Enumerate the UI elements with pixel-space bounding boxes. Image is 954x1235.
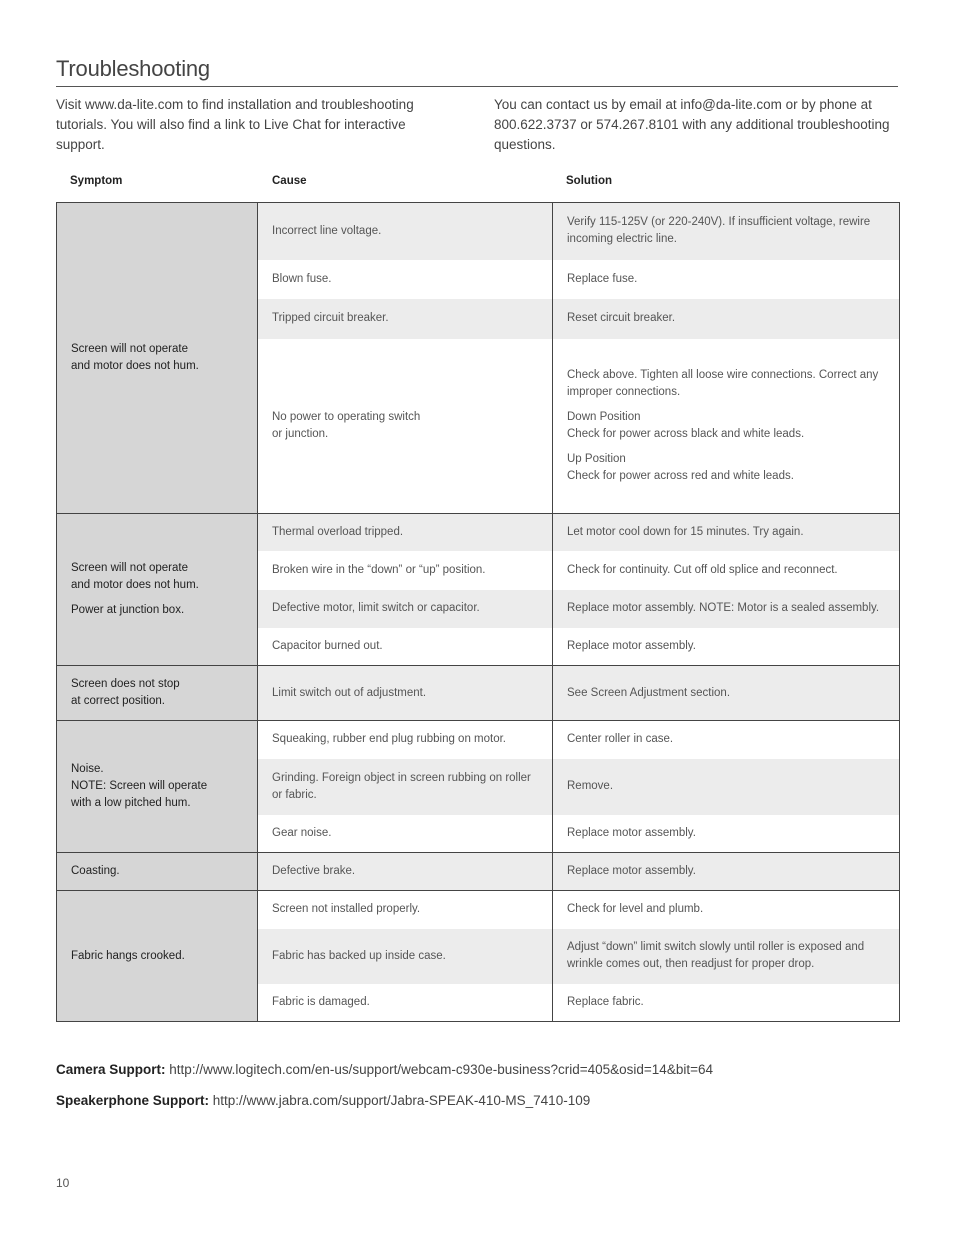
table-row <box>57 666 900 721</box>
symptom-cell <box>57 203 258 514</box>
symptom-cell <box>57 853 258 891</box>
table-row <box>57 891 900 929</box>
intro-contact-text: You can contact us by email at info@da-lite.com or by phone at 800.622.3737 or 574.267.8101 with any additional troubleshooting questions. <box>494 97 890 152</box>
cause-cell <box>258 891 553 929</box>
symptom-cell <box>57 666 258 721</box>
cause-cell <box>258 203 553 260</box>
page-title: Troubleshooting <box>56 56 210 81</box>
solution-text: Replace motor assembly. <box>567 865 696 877</box>
solution-text: Remove. <box>567 780 614 792</box>
solution-text: Check for continuity. Cut off old splice and reconnect. <box>567 563 838 576</box>
cause-text: Thermal overload tripped. <box>272 525 404 538</box>
cause-text: Fabric has backed up inside case. <box>272 949 446 962</box>
cause-text: Grinding. Foreign object in screen rubbing on roller or fabric. <box>272 771 531 801</box>
cause-text: Defective brake. <box>272 865 356 877</box>
symptom-column-header: Symptom <box>70 175 123 187</box>
solution-text: Adjust “down” limit switch slowly until roller is exposed and wrinkle comes out, then readjust for proper drop. <box>567 941 865 970</box>
cause-cell <box>258 853 553 891</box>
solution-text: Replace fabric. <box>567 995 644 1008</box>
symptom-cell <box>57 891 258 1022</box>
solution-cell <box>553 260 900 299</box>
solution-cell <box>553 891 900 929</box>
solution-text: Replace motor assembly. <box>567 826 696 839</box>
solution-text: Reset circuit breaker. <box>567 312 676 324</box>
cause-cell <box>258 590 553 628</box>
cause-text: Fabric is damaged. <box>272 995 370 1008</box>
cause-cell <box>258 721 553 759</box>
cause-cell <box>258 815 553 853</box>
solution-text: See Screen Adjustment section. <box>567 686 731 699</box>
page-number: 10 <box>56 1176 70 1190</box>
title-divider <box>56 86 898 87</box>
cause-cell <box>258 551 553 590</box>
symptom-text: Fabric hangs crooked. <box>71 949 185 962</box>
cause-text: Tripped circuit breaker. <box>272 312 389 324</box>
cause-text: Capacitor burned out. <box>272 639 383 652</box>
solution-cell <box>553 339 900 514</box>
camera-support-line <box>56 1062 713 1077</box>
symptom-text: Screen does not stop at correct position. <box>71 678 180 707</box>
cause-text: Gear noise. <box>272 826 332 839</box>
solution-text: Check above. Tighten all loose wire connections. Correct any improper connections. <box>567 368 879 398</box>
cause-text: Defective motor, limit switch or capacitor. <box>272 602 480 614</box>
solution-text: Replace motor assembly. NOTE: Motor is a sealed assembly. <box>567 602 880 614</box>
table-row <box>57 514 900 551</box>
table-row <box>57 721 900 759</box>
solution-text: Center roller in case. <box>567 733 674 746</box>
cause-text: Squeaking, rubber end plug rubbing on motor. <box>272 733 506 746</box>
symptom-cell <box>57 721 258 853</box>
cause-cell <box>258 260 553 299</box>
solution-cell <box>553 203 900 260</box>
table-row <box>57 853 900 891</box>
cause-text: Screen not installed properly. <box>272 903 421 916</box>
solution-cell <box>553 551 900 590</box>
symptom-text: Screen will not operate and motor does not hum. <box>71 343 199 372</box>
solution-text: Verify 115-125V (or 220-240V). If insufficient voltage, rewire incoming electric line. <box>567 216 871 246</box>
solution-text: Up Position Check for power across red and white leads. <box>567 452 794 482</box>
speakerphone-support-url[interactable]: http://www.jabra.com/support/Jabra-SPEAK-410-MS_7410-109 <box>212 1093 591 1108</box>
cause-cell <box>258 339 553 514</box>
symptom-text: Coasting. <box>71 865 120 877</box>
solution-column-header: Solution <box>566 175 612 187</box>
solution-text: Down Position Check for power across black and white leads. <box>567 410 805 440</box>
solution-cell <box>553 590 900 628</box>
speakerphone-support-line <box>56 1093 590 1108</box>
symptom-text: Noise. NOTE: Screen will operate with a low pitched hum. <box>71 763 208 809</box>
symptom-text: Screen will not operate and motor does not hum. <box>71 562 199 591</box>
troubleshooting-table <box>56 202 900 1022</box>
solution-cell <box>553 628 900 666</box>
cause-text: Broken wire in the “down” or “up” position. <box>272 563 486 576</box>
cause-cell <box>258 628 553 666</box>
cause-cell <box>258 514 553 551</box>
intro-website-text: Visit www.da-lite.com to find installation and troubleshooting tutorials. You will also find a link to Live Chat for interactive support. <box>56 97 414 152</box>
solution-cell <box>553 299 900 339</box>
solution-cell <box>553 853 900 891</box>
solution-cell <box>553 815 900 853</box>
cause-cell <box>258 984 553 1022</box>
camera-support-url[interactable]: http://www.logitech.com/en-us/support/webcam-c930e-business?crid=405&osid=14&bit=64 <box>169 1062 713 1077</box>
solution-text: Check for level and plumb. <box>567 903 704 916</box>
solution-cell <box>553 984 900 1022</box>
cause-cell <box>258 929 553 984</box>
cause-text: Blown fuse. <box>272 272 332 285</box>
cause-column-header: Cause <box>272 175 307 187</box>
solution-cell <box>553 929 900 984</box>
solution-cell <box>553 721 900 759</box>
speakerphone-support-label: Speakerphone Support: <box>56 1093 210 1108</box>
table-row <box>57 203 900 260</box>
symptom-cell <box>57 514 258 666</box>
cause-cell <box>258 666 553 721</box>
solution-text: Replace fuse. <box>567 272 638 285</box>
camera-support-label: Camera Support: <box>56 1062 166 1077</box>
symptom-text: Power at junction box. <box>71 604 185 616</box>
solution-cell <box>553 666 900 721</box>
solution-text: Let motor cool down for 15 minutes. Try again. <box>567 525 804 538</box>
solution-cell <box>553 759 900 815</box>
cause-text: No power to operating switch or junction. <box>272 410 421 440</box>
cause-text: Limit switch out of adjustment. <box>272 686 427 699</box>
solution-text: Replace motor assembly. <box>567 639 696 652</box>
solution-cell <box>553 514 900 551</box>
cause-cell <box>258 299 553 339</box>
cause-cell <box>258 759 553 815</box>
cause-text: Incorrect line voltage. <box>272 224 382 237</box>
